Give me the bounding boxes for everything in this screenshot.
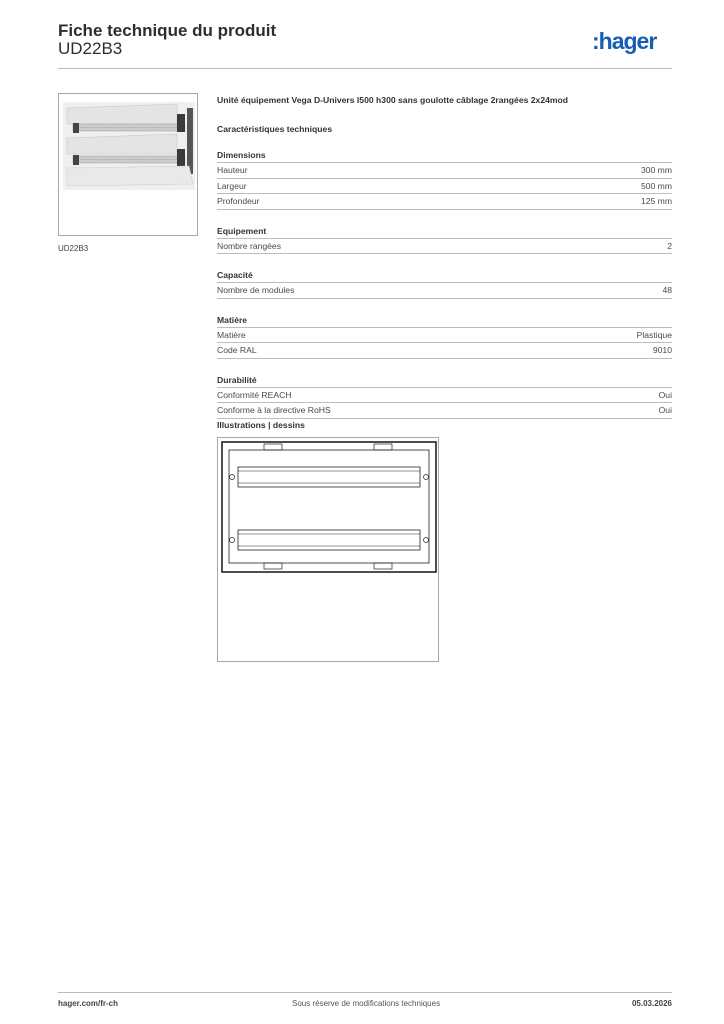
spec-row [217,327,672,343]
product-reference: UD22B3 [58,39,123,58]
header-divider [58,68,672,69]
spec-group-title: Matière [217,314,248,325]
spec-row [217,178,672,194]
spec-group-durabilite [217,374,672,419]
spec-value: 2 [667,240,672,251]
spec-content [217,94,672,419]
spec-row [217,342,672,359]
spec-group-title: Equipement [217,225,267,236]
spec-label: Hauteur [217,165,248,175]
hager-logo [592,28,674,56]
illustrations-heading: Illustrations | dessins [217,420,305,430]
spec-label: Nombre rangées [217,240,282,251]
spec-row [217,238,672,255]
spec-group-title: Durabilité [217,374,257,385]
photo-caption: UD22B3 [58,244,89,253]
spec-value: 48 [662,285,672,295]
spec-label: Conforme à la directive RoHS [217,405,331,415]
spec-group-dimensions [217,149,672,210]
product-description: Unité équipement Vega D-Univers l500 h300 sans goulotte câblage 2rangées 2x24mod [217,95,569,105]
spec-group-matiere [217,314,672,359]
spec-group-capacite [217,269,672,299]
technical-drawing-svg [218,438,438,661]
footer-divider [58,992,672,993]
spec-label: Matière [217,329,246,340]
spec-row [217,402,672,419]
spec-group-equipement [217,225,672,255]
spec-value: 300 mm [640,165,672,175]
spec-row [217,387,672,403]
spec-value: 500 mm [640,180,672,191]
spec-label: Nombre de modules [217,285,295,295]
footer-website-link[interactable]: hager.com/fr-ch [58,999,119,1008]
product-photo [58,93,198,236]
spec-label: Conformité REACH [217,389,292,400]
spec-row [217,162,672,178]
page-title: Fiche technique du produit [58,21,277,40]
spec-value: Oui [658,405,672,415]
spec-label: Profondeur [217,196,260,206]
spec-value: 9010 [652,345,672,355]
spec-label: Largeur [217,180,247,191]
specs-heading: Caractéristiques techniques [217,124,333,134]
spec-group-title: Capacité [217,270,253,280]
spec-value: Oui [658,389,672,400]
spec-group-title: Dimensions [217,150,266,160]
footer-disclaimer: Sous réserve de modifications techniques [292,999,441,1008]
spec-row [217,282,672,299]
spec-value: Plastique [636,329,672,340]
technical-drawing [217,437,439,662]
product-photo-image [59,94,197,235]
logo-text: :hager [592,28,657,54]
spec-label: Code RAL [217,345,257,355]
footer-date: 05.03.2026 [631,999,672,1008]
spec-value: 125 mm [640,196,672,206]
spec-row [217,193,672,210]
